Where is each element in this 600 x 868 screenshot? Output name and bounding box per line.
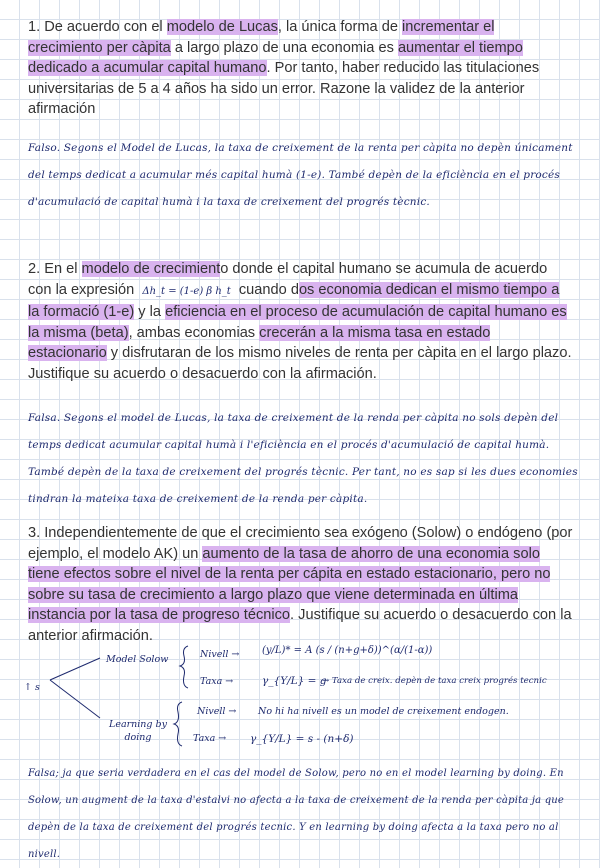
learning-by-doing-label: Learning by doing: [109, 719, 167, 743]
branch-line-solow: [50, 658, 100, 680]
q2-text-2: o donde el capital humano se acumula de acuerdo con la expresión: [28, 261, 548, 298]
q2-text-1: 2. En el: [28, 261, 82, 277]
q2-text-3: cuando d: [234, 281, 299, 298]
q2-highlight-2: os economia dedican el mismo tiempo a la formació (1-e): [28, 281, 560, 321]
answer-2: Falsa. Segons el model de Lucas, la taxa de creixement de la renda per càpita no sols depèn del temps dedicat acumular capital humà i l'eficiència en el procés d'acumulació de capital humà. També depèn de la taxa de creixement del progrés tècnic. Per tant, no es sap si les dues economies tindran la mateixa taxa de creixement de la renda per càpita.: [28, 412, 578, 505]
solow-nivell-label: Nivell →: [200, 649, 240, 660]
branch-line-learning: [50, 680, 100, 718]
q2-text-4: y la: [134, 304, 166, 321]
solow-growth-note: → Taxa de creix. depèn de taxa creix progrés tecnic: [322, 676, 547, 686]
solow-steady-state-formula: (y/L)* = A (s / (n+g+δ))^(α/(1-α)): [262, 645, 433, 656]
ld-growth-formula: γ_{Y/L} = s - (n+δ): [250, 733, 354, 745]
q2-highlight-3: eficiencia en el proceso de acumulación de capital humano es la misma (beta): [28, 304, 567, 341]
q3-text-2: . Justifique su acuerdo o desacuerdo con la anterior afirmación.: [28, 607, 572, 644]
answer-3: Falsa; ja que seria verdadera en el cas del model de Solow, pero no en el model learning by doing. En Solow, un augment de la taxa d'estalvi no afecta a la taxa de creixement de la renda per càpita ja que depèn de la taxa de creixement del progrés tecnic. Y en learning by doing afecta a la taxa pero no al nivell.: [28, 768, 565, 860]
q2-highlight-4: crecerán a la misma tasa en estado estacionario: [28, 324, 491, 362]
q2-text-6: y disfrutaran de los mismo niveles de renta per càpita en el largo plazo. Justifique su acuerdo o desacuerdo con la afirmación.: [28, 345, 572, 382]
q1-text-2: , la única forma de: [277, 19, 403, 35]
q3-text-1: 3. Independientemente de que el crecimiento sea exógeno (Solow) o endógeno (por ejemplo, el modelo AK) un: [28, 525, 573, 562]
q1-text-4: . Por tanto, haber reducido las titulaciones universitarias de 5 a 4 años ha sido un error. Razone la validez de la anterior afirmación: [28, 60, 540, 118]
answer-1: Falso. Segons el Model de Lucas, la taxa de creixement de la renta per càpita no depèn únicament del temps dedicat a acumular més capital humà (1-e). També depèn de la eficiència en el procés d'acumulació de capital humà i la taxa de creixement del progrés tècnic.: [28, 142, 573, 208]
q2-highlight-1: modelo de crecimient: [81, 261, 221, 277]
question-2: [28, 259, 573, 385]
solow-taxa-label: Taxa →: [200, 676, 234, 687]
q1-text-3: a largo plazo de una economia es: [170, 39, 398, 56]
savings-increase-label: ↑ s: [24, 682, 40, 693]
solow-growth-formula: γ_{Y/L} = g: [262, 675, 327, 687]
q1-text-1: 1. De acuerdo con el: [28, 19, 167, 35]
question-1: [28, 17, 573, 120]
q3-highlight-1: aumento de la tasa de ahorro de una economia solo tiene efectos sobre el nivel de la renta per cápita en estado estacionario, pero no sobre su tasa de crecimiento a largo plazo que viene determinada en última instancia por la tasa de progreso técnico: [28, 545, 551, 624]
q1-highlight-1: modelo de Lucas: [166, 19, 278, 35]
brace-solow: [180, 646, 188, 688]
q1-highlight-3: aumentar el tiempo dedicado a acumular capital humano: [28, 39, 523, 77]
solow-model-label: Model Solow: [106, 654, 169, 665]
ld-nivell-note: No hi ha nivell es un model de creixement endogen.: [258, 706, 509, 717]
question-3: [28, 523, 573, 647]
ld-taxa-label: Taxa →: [193, 733, 227, 744]
brace-learning: [174, 702, 182, 746]
ld-nivell-label: Nivell →: [197, 706, 237, 717]
accumulation-formula: Δh_t = (1-e) β h_t: [142, 285, 231, 297]
q1-highlight-2: incrementar el crecimiento per càpita: [28, 19, 495, 56]
q2-text-5: , ambas economias: [128, 324, 260, 341]
